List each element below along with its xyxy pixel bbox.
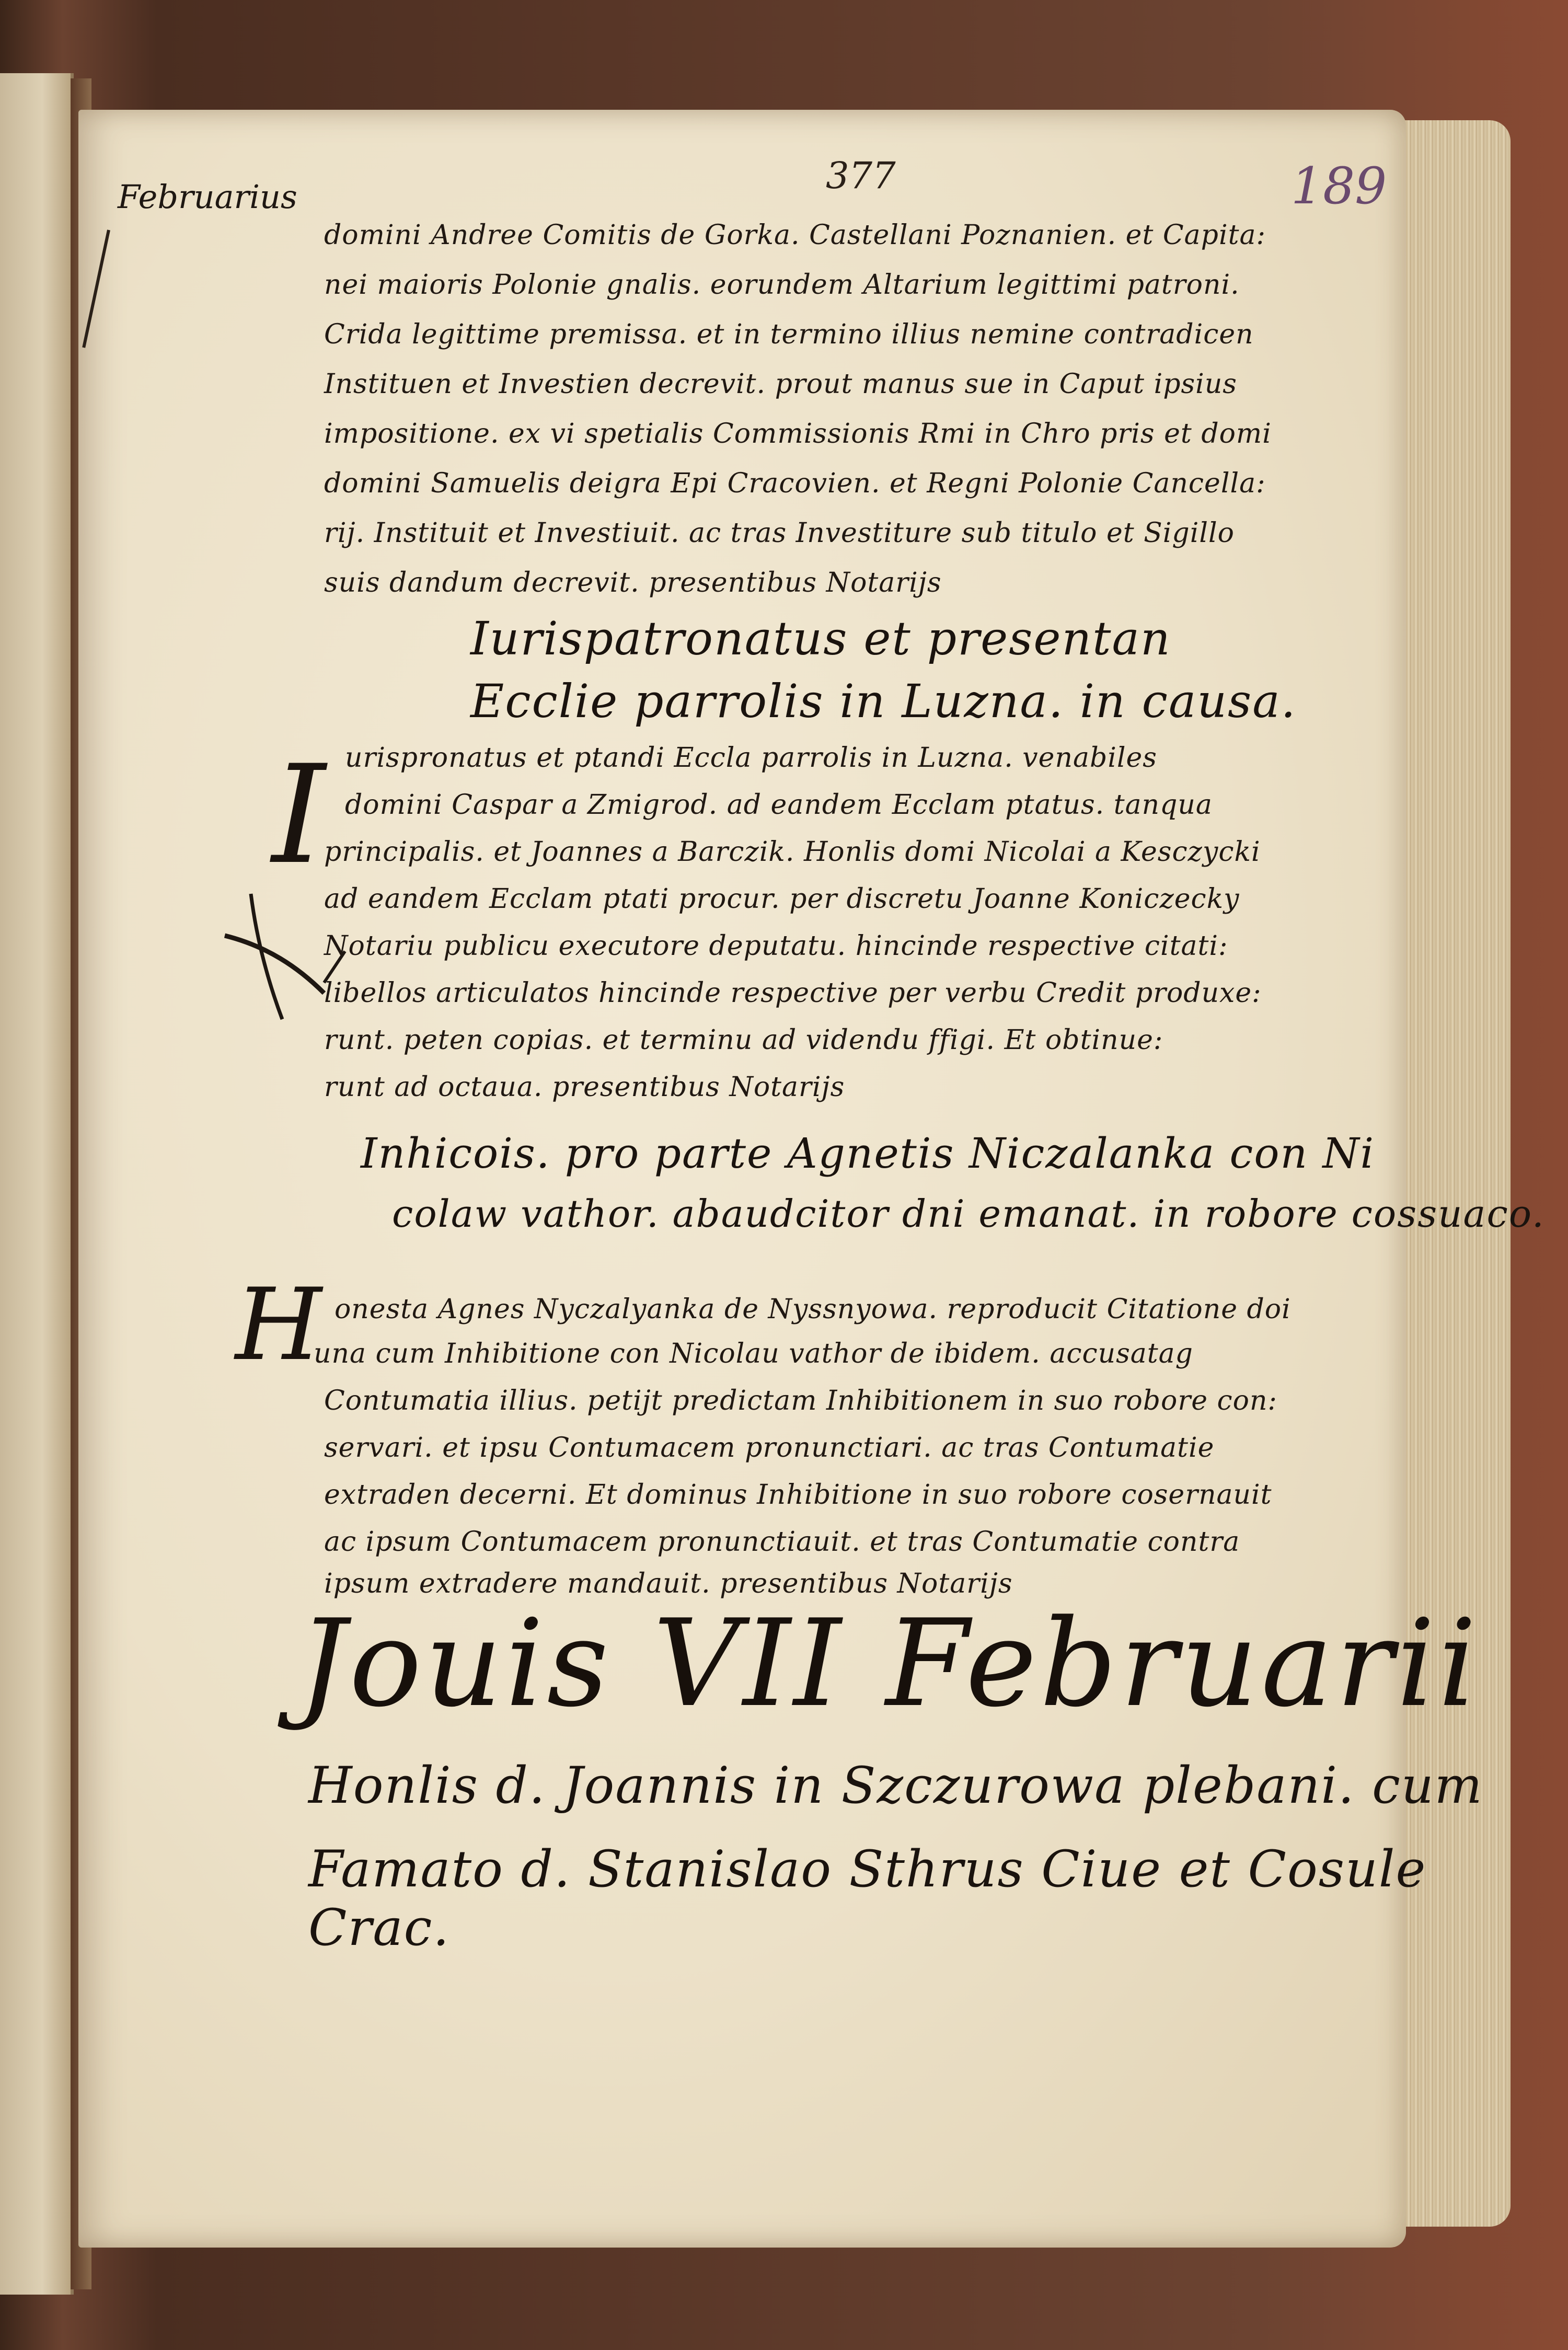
drop-cap: I (272, 736, 326, 894)
para2-line: runt. peten copias. et terminu ad videndu ffigi. Et obtinue: (324, 1024, 1163, 1056)
section-heading: Inhicois. pro parte Agnetis Niczalanka con Ni (361, 1129, 1375, 1178)
para2-line: runt ad octaua. presentibus Notarijs (324, 1072, 845, 1103)
para2-line: Notariu publicu executore deputatu. hincinde respective citati: (324, 930, 1228, 962)
margin-note: Februarius (118, 178, 297, 216)
para2-line: libellos articulatos hincinde respective per verbu Credit produxe: (324, 977, 1262, 1009)
para1-line: impositione. ex vi spetialis Commissionis Rmi in Chro pris et domi (324, 418, 1272, 450)
page-number: 377 (826, 154, 896, 197)
drop-cap: H (235, 1267, 322, 1383)
para2-line: domini Caspar a Zmigrod. ad eandem Ecclam ptatus. tanqua (345, 789, 1213, 821)
para1-line: domini Andree Comitis de Gorka. Castellani Poznanien. et Capita: (324, 220, 1266, 251)
large-entry-line: Honlis d. Joannis in Szczurowa plebani. cum (308, 1756, 1483, 1815)
left-page-edge (0, 73, 74, 2295)
para1-line: nei maioris Polonie gnalis. eorundem Altarium legittimi patroni. (324, 269, 1240, 301)
para3-line: Contumatia illius. petijt predictam Inhibitionem in suo robore con: (324, 1385, 1277, 1416)
para3-line: ac ipsum Contumacem pronunctiauit. et tras Contumatie contra (324, 1526, 1240, 1558)
para2-line: ad eandem Ecclam ptati procur. per discretu Joanne Koniczecky (324, 883, 1240, 915)
section-heading: Ecclie parrolis in Luzna. in causa. (470, 674, 1297, 728)
date-heading: Jouis VII Februarii (298, 1594, 1480, 1734)
large-entry-line: Famato d. Stanislao Sthrus Ciue et Cosule Crac. (308, 1840, 1427, 1957)
para2-line: urispronatus et ptandi Eccla parrolis in Luzna. venabiles (345, 742, 1157, 774)
para1-line: Crida legittime premissa. et in termino illius nemine contradicen (324, 319, 1254, 350)
para1-line: Instituen et Investien decrevit. prout manus sue in Caput ipsius (324, 368, 1237, 400)
section-heading: colaw vathor. abaudcitor dni emanat. in robore cossuaco. (392, 1192, 1545, 1236)
para3-line: extraden decerni. Et dominus Inhibitione in suo robore cosernauit (324, 1479, 1272, 1511)
folio-number: 189 (1291, 157, 1387, 215)
para1-line: domini Samuelis deigra Epi Cracovien. et Regni Polonie Cancella: (324, 468, 1266, 499)
para3-line: onesta Agnes Nyczalyanka de Nyssnyowa. reproducit Citatione doi (335, 1294, 1291, 1325)
para3-line: una cum Inhibitione con Nicolau vathor de ibidem. accusatag (314, 1338, 1193, 1369)
para3-line: ipsum extradere mandauit. presentibus Notarijs (324, 1568, 1013, 1599)
para3-line: servari. et ipsu Contumacem pronunctiari. ac tras Contumatie (324, 1432, 1215, 1464)
para1-line: suis dandum decrevit. presentibus Notarijs (324, 567, 942, 598)
section-heading: Iurispatronatus et presentan (470, 612, 1171, 665)
para2-line: principalis. et Joannes a Barczik. Honlis domi Nicolai a Kesczycki (324, 836, 1261, 868)
para1-line: rij. Instituit et Investiuit. ac tras Investiture sub titulo et Sigillo (324, 517, 1235, 549)
